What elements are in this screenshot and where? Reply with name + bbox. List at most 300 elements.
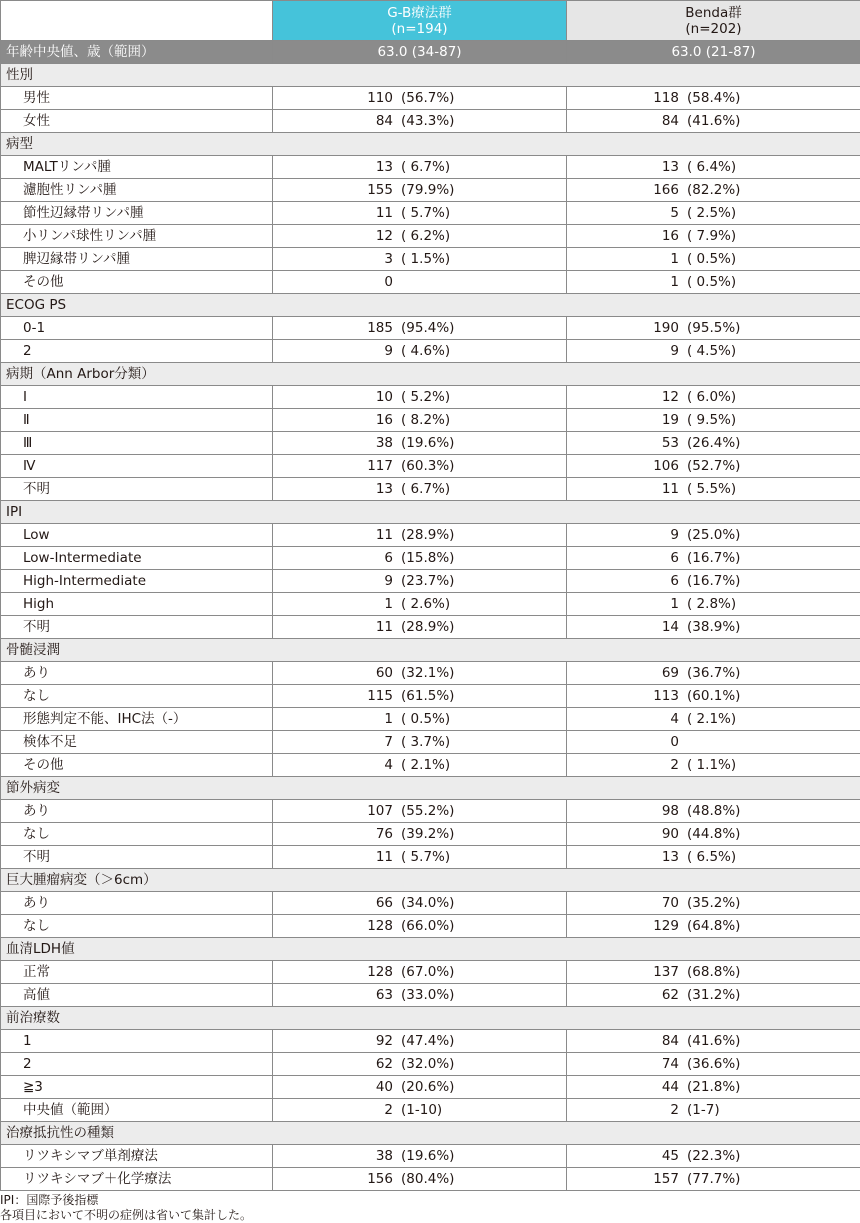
- row-label: Ⅰ: [1, 386, 273, 409]
- count-value: 157: [653, 1168, 679, 1190]
- table-row: [1, 87, 860, 110]
- count-value: 113: [653, 685, 679, 707]
- count-value: 69: [662, 662, 679, 684]
- count-value: 13: [662, 156, 679, 178]
- benda-value-cell: [567, 846, 860, 869]
- header-benda-n: (n=202): [567, 21, 860, 37]
- count-value: 38: [376, 432, 393, 454]
- benda-value-cell: [567, 179, 860, 202]
- count-value: 128: [367, 961, 393, 983]
- benda-value-cell: [567, 1099, 860, 1122]
- percent-value: ( 4.5%): [687, 340, 736, 362]
- table-row: [1, 225, 860, 248]
- table-row: [1, 662, 860, 685]
- count-value: 2: [384, 1099, 393, 1121]
- percent-value: (1-7): [687, 1099, 720, 1121]
- benda-value-cell: [567, 984, 860, 1007]
- benda-value-cell: [567, 662, 860, 685]
- count-value: 12: [376, 225, 393, 247]
- table-row: [1, 317, 860, 340]
- footnote-missing: 各項目において不明の症例は省いて集計した。: [0, 1208, 860, 1223]
- row-label: 正常: [1, 961, 273, 984]
- count-value: 84: [662, 1030, 679, 1052]
- table-row: [1, 455, 860, 478]
- percent-value: (58.4%): [687, 87, 740, 109]
- percent-value: (67.0%): [401, 961, 454, 983]
- count-value: 2: [670, 754, 679, 776]
- count-value: 40: [376, 1076, 393, 1098]
- row-label: 小リンパ球性リンパ腫: [1, 225, 273, 248]
- count-value: 9: [384, 570, 393, 592]
- table-row: [1, 478, 860, 501]
- table-row: [1, 110, 860, 133]
- gb-value-cell: [273, 1168, 567, 1191]
- gb-value-cell: [273, 1145, 567, 1168]
- percent-value: (21.8%): [687, 1076, 740, 1098]
- count-value: 13: [376, 478, 393, 500]
- percent-value: (19.6%): [401, 432, 454, 454]
- row-label: High-Intermediate: [1, 570, 273, 593]
- percent-value: (56.7%): [401, 87, 454, 109]
- percent-value: ( 3.7%): [401, 731, 450, 753]
- percent-value: (28.9%): [401, 616, 454, 638]
- count-value: 60: [376, 662, 393, 684]
- benda-value-cell: [567, 271, 860, 294]
- percent-value: (66.0%): [401, 915, 454, 937]
- table-row: [1, 823, 860, 846]
- count-value: 9: [384, 340, 393, 362]
- table-row: [1, 156, 860, 179]
- gb-value-cell: [273, 616, 567, 639]
- section-header-row: [1, 1122, 860, 1145]
- benda-value-cell: [567, 478, 860, 501]
- percent-value: (36.6%): [687, 1053, 740, 1075]
- table-row: [1, 708, 860, 731]
- gb-value-cell: [273, 570, 567, 593]
- benda-value-cell: [567, 800, 860, 823]
- count-value: 1: [670, 271, 679, 293]
- row-label: 不明: [1, 846, 273, 869]
- table-row: [1, 271, 860, 294]
- percent-value: (16.7%): [687, 547, 740, 569]
- percent-value: (20.6%): [401, 1076, 454, 1098]
- count-value: 74: [662, 1053, 679, 1075]
- percent-value: ( 0.5%): [401, 708, 450, 730]
- row-label: 濾胞性リンパ腫: [1, 179, 273, 202]
- benda-value-cell: [567, 110, 860, 133]
- count-value: 90: [662, 823, 679, 845]
- row-label: ≧3: [1, 1076, 273, 1099]
- percent-value: ( 6.5%): [687, 846, 736, 868]
- percent-value: (41.6%): [687, 110, 740, 132]
- count-value: 3: [384, 248, 393, 270]
- count-value: 106: [653, 455, 679, 477]
- header-benda-group: [567, 1, 860, 41]
- percent-value: ( 6.7%): [401, 478, 450, 500]
- count-value: 155: [367, 179, 393, 201]
- header-benda-title: Benda群: [567, 5, 860, 21]
- gb-value-cell: [273, 662, 567, 685]
- section-title: 治療抵抗性の種類: [1, 1122, 860, 1145]
- count-value: 0: [384, 271, 393, 293]
- count-value: 76: [376, 823, 393, 845]
- table-body: [1, 1, 860, 1191]
- age-row: [1, 41, 860, 64]
- percent-value: (41.6%): [687, 1030, 740, 1052]
- section-title: 病型: [1, 133, 860, 156]
- count-value: 62: [662, 984, 679, 1006]
- row-label: Low: [1, 524, 273, 547]
- row-label: 女性: [1, 110, 273, 133]
- table-row: [1, 340, 860, 363]
- benda-value-cell: [567, 225, 860, 248]
- table-row: [1, 1145, 860, 1168]
- count-value: 1: [384, 593, 393, 615]
- count-value: 0: [670, 731, 679, 753]
- count-value: 14: [662, 616, 679, 638]
- row-label: 男性: [1, 87, 273, 110]
- percent-value: ( 2.1%): [401, 754, 450, 776]
- count-value: 1: [384, 708, 393, 730]
- table-row: [1, 248, 860, 271]
- row-label: Ⅲ: [1, 432, 273, 455]
- count-value: 62: [376, 1053, 393, 1075]
- count-value: 190: [653, 317, 679, 339]
- gb-value-cell: [273, 1076, 567, 1099]
- count-value: 117: [367, 455, 393, 477]
- section-title: 病期（Ann Arbor分類）: [1, 363, 860, 386]
- table-row: [1, 685, 860, 708]
- benda-value-cell: [567, 547, 860, 570]
- gb-value-cell: [273, 892, 567, 915]
- count-value: 70: [662, 892, 679, 914]
- count-value: 2: [670, 1099, 679, 1121]
- count-value: 4: [670, 708, 679, 730]
- gb-value-cell: [273, 110, 567, 133]
- section-title: 節外病変: [1, 777, 860, 800]
- gb-value-cell: [273, 248, 567, 271]
- table-row: [1, 731, 860, 754]
- row-label: Ⅳ: [1, 455, 273, 478]
- gb-value-cell: [273, 455, 567, 478]
- count-value: 45: [662, 1145, 679, 1167]
- percent-value: (82.2%): [687, 179, 740, 201]
- percent-value: (25.0%): [687, 524, 740, 546]
- gb-value-cell: [273, 685, 567, 708]
- gb-value-cell: [273, 984, 567, 1007]
- percent-value: (19.6%): [401, 1145, 454, 1167]
- section-header-row: [1, 639, 860, 662]
- benda-value-cell: [567, 409, 860, 432]
- row-label: 高値: [1, 984, 273, 1007]
- benda-value-cell: [567, 708, 860, 731]
- benda-value-cell: [567, 248, 860, 271]
- count-value: 9: [670, 340, 679, 362]
- percent-value: (48.8%): [687, 800, 740, 822]
- count-value: 185: [367, 317, 393, 339]
- count-value: 44: [662, 1076, 679, 1098]
- gb-value-cell: [273, 823, 567, 846]
- percent-value: (52.7%): [687, 455, 740, 477]
- row-label: 脾辺縁帯リンパ腫: [1, 248, 273, 271]
- percent-value: (38.9%): [687, 616, 740, 638]
- percent-value: ( 1.1%): [687, 754, 736, 776]
- percent-value: ( 5.5%): [687, 478, 736, 500]
- count-value: 166: [653, 179, 679, 201]
- percent-value: ( 5.7%): [401, 846, 450, 868]
- table-row: [1, 409, 860, 432]
- row-label: 1: [1, 1030, 273, 1053]
- count-value: 1: [670, 593, 679, 615]
- table-row: [1, 524, 860, 547]
- percent-value: (68.8%): [687, 961, 740, 983]
- percent-value: (43.3%): [401, 110, 454, 132]
- percent-value: (95.5%): [687, 317, 740, 339]
- benda-value-cell: [567, 823, 860, 846]
- percent-value: (34.0%): [401, 892, 454, 914]
- benda-value-cell: [567, 317, 860, 340]
- section-title: IPI: [1, 501, 860, 524]
- gb-value-cell: [273, 87, 567, 110]
- section-title: 前治療数: [1, 1007, 860, 1030]
- row-label: 2: [1, 1053, 273, 1076]
- benda-value-cell: [567, 731, 860, 754]
- count-value: 6: [670, 570, 679, 592]
- row-label: その他: [1, 754, 273, 777]
- gb-value-cell: [273, 846, 567, 869]
- gb-value-cell: [273, 340, 567, 363]
- percent-value: (1-10): [401, 1099, 442, 1121]
- count-value: 11: [662, 478, 679, 500]
- benda-value-cell: [567, 961, 860, 984]
- count-value: 11: [376, 524, 393, 546]
- gb-value-cell: [273, 915, 567, 938]
- gb-value-cell: [273, 1053, 567, 1076]
- benda-value-cell: [567, 202, 860, 225]
- count-value: 118: [653, 87, 679, 109]
- benda-value-cell: [567, 892, 860, 915]
- row-label: リツキシマブ単剤療法: [1, 1145, 273, 1168]
- row-label: Low-Intermediate: [1, 547, 273, 570]
- percent-value: ( 8.2%): [401, 409, 450, 431]
- gb-value-cell: [273, 961, 567, 984]
- section-header-row: [1, 501, 860, 524]
- benda-value-cell: [567, 685, 860, 708]
- percent-value: ( 7.9%): [687, 225, 736, 247]
- table-row: [1, 961, 860, 984]
- percent-value: (60.1%): [687, 685, 740, 707]
- count-value: 9: [670, 524, 679, 546]
- row-label: 中央値（範囲）: [1, 1099, 273, 1122]
- count-value: 12: [662, 386, 679, 408]
- table-row: [1, 1099, 860, 1122]
- count-value: 92: [376, 1030, 393, 1052]
- gb-value-cell: [273, 271, 567, 294]
- gb-value-cell: [273, 731, 567, 754]
- percent-value: (32.0%): [401, 1053, 454, 1075]
- count-value: 1: [670, 248, 679, 270]
- gb-value-cell: [273, 547, 567, 570]
- row-label: あり: [1, 800, 273, 823]
- percent-value: (31.2%): [687, 984, 740, 1006]
- row-label: 節性辺縁帯リンパ腫: [1, 202, 273, 225]
- benda-value-cell: [567, 1145, 860, 1168]
- gb-value-cell: [273, 386, 567, 409]
- gb-value-cell: [273, 317, 567, 340]
- row-label: あり: [1, 662, 273, 685]
- percent-value: (77.7%): [687, 1168, 740, 1190]
- percent-value: (28.9%): [401, 524, 454, 546]
- count-value: 128: [367, 915, 393, 937]
- row-label: 検体不足: [1, 731, 273, 754]
- count-value: 66: [376, 892, 393, 914]
- section-title: 性別: [1, 64, 860, 87]
- row-label: High: [1, 593, 273, 616]
- percent-value: ( 5.2%): [401, 386, 450, 408]
- header-blank-cell: [1, 1, 273, 41]
- percent-value: ( 6.7%): [401, 156, 450, 178]
- benda-value-cell: [567, 915, 860, 938]
- benda-value-cell: [567, 1076, 860, 1099]
- footnotes: [0, 1191, 860, 1223]
- table-row: [1, 754, 860, 777]
- table-row: [1, 432, 860, 455]
- gb-value-cell: [273, 593, 567, 616]
- count-value: 11: [376, 616, 393, 638]
- gb-value-cell: [273, 754, 567, 777]
- count-value: 16: [376, 409, 393, 431]
- footnote-ipi: IPI：国際予後指標: [0, 1193, 860, 1208]
- percent-value: ( 2.8%): [687, 593, 736, 615]
- table-row: [1, 892, 860, 915]
- gb-value-cell: [273, 225, 567, 248]
- section-header-row: [1, 1007, 860, 1030]
- benda-value-cell: [567, 455, 860, 478]
- table-row: [1, 984, 860, 1007]
- row-label: その他: [1, 271, 273, 294]
- benda-value-cell: [567, 1030, 860, 1053]
- benda-value-cell: [567, 570, 860, 593]
- count-value: 84: [376, 110, 393, 132]
- count-value: 53: [662, 432, 679, 454]
- percent-value: ( 0.5%): [687, 248, 736, 270]
- count-value: 13: [376, 156, 393, 178]
- gb-value-cell: [273, 202, 567, 225]
- table-row: [1, 800, 860, 823]
- count-value: 156: [367, 1168, 393, 1190]
- benda-value-cell: [567, 1053, 860, 1076]
- row-label: 形態判定不能、IHC法（-）: [1, 708, 273, 731]
- count-value: 6: [384, 547, 393, 569]
- gb-value-cell: [273, 432, 567, 455]
- benda-value-cell: [567, 1168, 860, 1191]
- row-label: 不明: [1, 616, 273, 639]
- percent-value: (15.8%): [401, 547, 454, 569]
- table-row: [1, 1030, 860, 1053]
- section-header-row: [1, 363, 860, 386]
- section-header-row: [1, 64, 860, 87]
- gb-value-cell: [273, 179, 567, 202]
- gb-value-cell: [273, 409, 567, 432]
- row-label: MALTリンパ腫: [1, 156, 273, 179]
- percent-value: ( 6.4%): [687, 156, 736, 178]
- percent-value: ( 5.7%): [401, 202, 450, 224]
- percent-value: (80.4%): [401, 1168, 454, 1190]
- percent-value: (95.4%): [401, 317, 454, 339]
- age-label: 年齢中央値、歳（範囲）: [1, 41, 273, 64]
- row-label: あり: [1, 892, 273, 915]
- count-value: 98: [662, 800, 679, 822]
- benda-value-cell: [567, 340, 860, 363]
- count-value: 13: [662, 846, 679, 868]
- table-row: [1, 915, 860, 938]
- row-label: なし: [1, 685, 273, 708]
- count-value: 10: [376, 386, 393, 408]
- section-header-row: [1, 869, 860, 892]
- table-row: [1, 1168, 860, 1191]
- percent-value: (22.3%): [687, 1145, 740, 1167]
- count-value: 137: [653, 961, 679, 983]
- gb-value-cell: [273, 800, 567, 823]
- count-value: 7: [384, 731, 393, 753]
- percent-value: ( 9.5%): [687, 409, 736, 431]
- table-row: [1, 547, 860, 570]
- header-gb-title: G-B療法群: [273, 5, 566, 21]
- table-row: [1, 1053, 860, 1076]
- percent-value: (33.0%): [401, 984, 454, 1006]
- table-row: [1, 202, 860, 225]
- row-label: リツキシマブ＋化学療法: [1, 1168, 273, 1191]
- section-header-row: [1, 938, 860, 961]
- row-label: Ⅱ: [1, 409, 273, 432]
- row-label: 不明: [1, 478, 273, 501]
- header-row: [1, 1, 860, 41]
- percent-value: (55.2%): [401, 800, 454, 822]
- gb-value-cell: [273, 524, 567, 547]
- row-label: なし: [1, 915, 273, 938]
- benda-value-cell: [567, 524, 860, 547]
- gb-value-cell: [273, 708, 567, 731]
- count-value: 4: [384, 754, 393, 776]
- count-value: 38: [376, 1145, 393, 1167]
- table-row: [1, 846, 860, 869]
- benda-value-cell: [567, 432, 860, 455]
- section-title: ECOG PS: [1, 294, 860, 317]
- count-value: 11: [376, 846, 393, 868]
- percent-value: ( 6.0%): [687, 386, 736, 408]
- percent-value: (47.4%): [401, 1030, 454, 1052]
- section-header-row: [1, 777, 860, 800]
- benda-value-cell: [567, 87, 860, 110]
- percent-value: (36.7%): [687, 662, 740, 684]
- percent-value: ( 1.5%): [401, 248, 450, 270]
- count-value: 107: [367, 800, 393, 822]
- table-row: [1, 1076, 860, 1099]
- percent-value: ( 2.5%): [687, 202, 736, 224]
- header-gb-group: [273, 1, 567, 41]
- percent-value: (64.8%): [687, 915, 740, 937]
- percent-value: ( 0.5%): [687, 271, 736, 293]
- count-value: 110: [367, 87, 393, 109]
- gb-value-cell: [273, 1099, 567, 1122]
- count-value: 5: [670, 202, 679, 224]
- count-value: 19: [662, 409, 679, 431]
- percent-value: (60.3%): [401, 455, 454, 477]
- gb-value-cell: [273, 156, 567, 179]
- percent-value: (35.2%): [687, 892, 740, 914]
- count-value: 16: [662, 225, 679, 247]
- count-value: 6: [670, 547, 679, 569]
